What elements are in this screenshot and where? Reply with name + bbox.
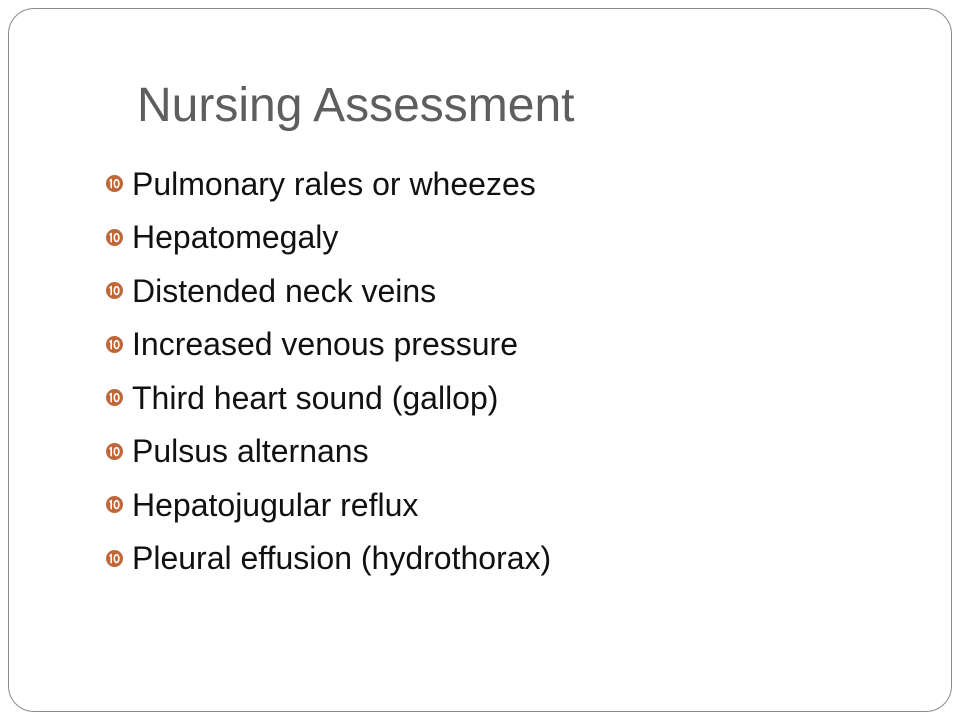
circled-number-ten-icon — [106, 550, 123, 567]
list-item — [106, 211, 551, 265]
circled-number-ten-icon — [106, 175, 123, 192]
list-item — [106, 425, 551, 479]
circled-number-ten-icon — [106, 496, 123, 513]
circled-number-ten-icon — [106, 389, 123, 406]
bullet-text: Pulmonary rales or wheezes — [132, 165, 536, 202]
list-item — [106, 157, 551, 211]
list-item — [106, 318, 551, 372]
bullet-text: Distended neck veins — [132, 272, 437, 309]
circled-number-ten-icon — [106, 229, 123, 246]
list-item — [106, 532, 551, 586]
bullet-text: Hepatojugular reflux — [132, 486, 419, 523]
slide-title: Nursing Assessment — [137, 79, 575, 132]
bullet-text: Pleural effusion (hydrothorax) — [132, 540, 552, 577]
bullet-list — [106, 157, 551, 585]
circled-number-ten-icon — [106, 443, 123, 460]
bullet-text: Increased venous pressure — [132, 326, 518, 363]
list-item — [106, 478, 551, 532]
bullet-text: Hepatomegaly — [132, 219, 339, 256]
list-item — [106, 371, 551, 425]
circled-number-ten-icon — [106, 282, 123, 299]
bullet-text: Third heart sound (gallop) — [132, 379, 499, 416]
list-item — [106, 264, 551, 318]
bullet-text: Pulsus alternans — [132, 433, 369, 470]
circled-number-ten-icon — [106, 336, 123, 353]
